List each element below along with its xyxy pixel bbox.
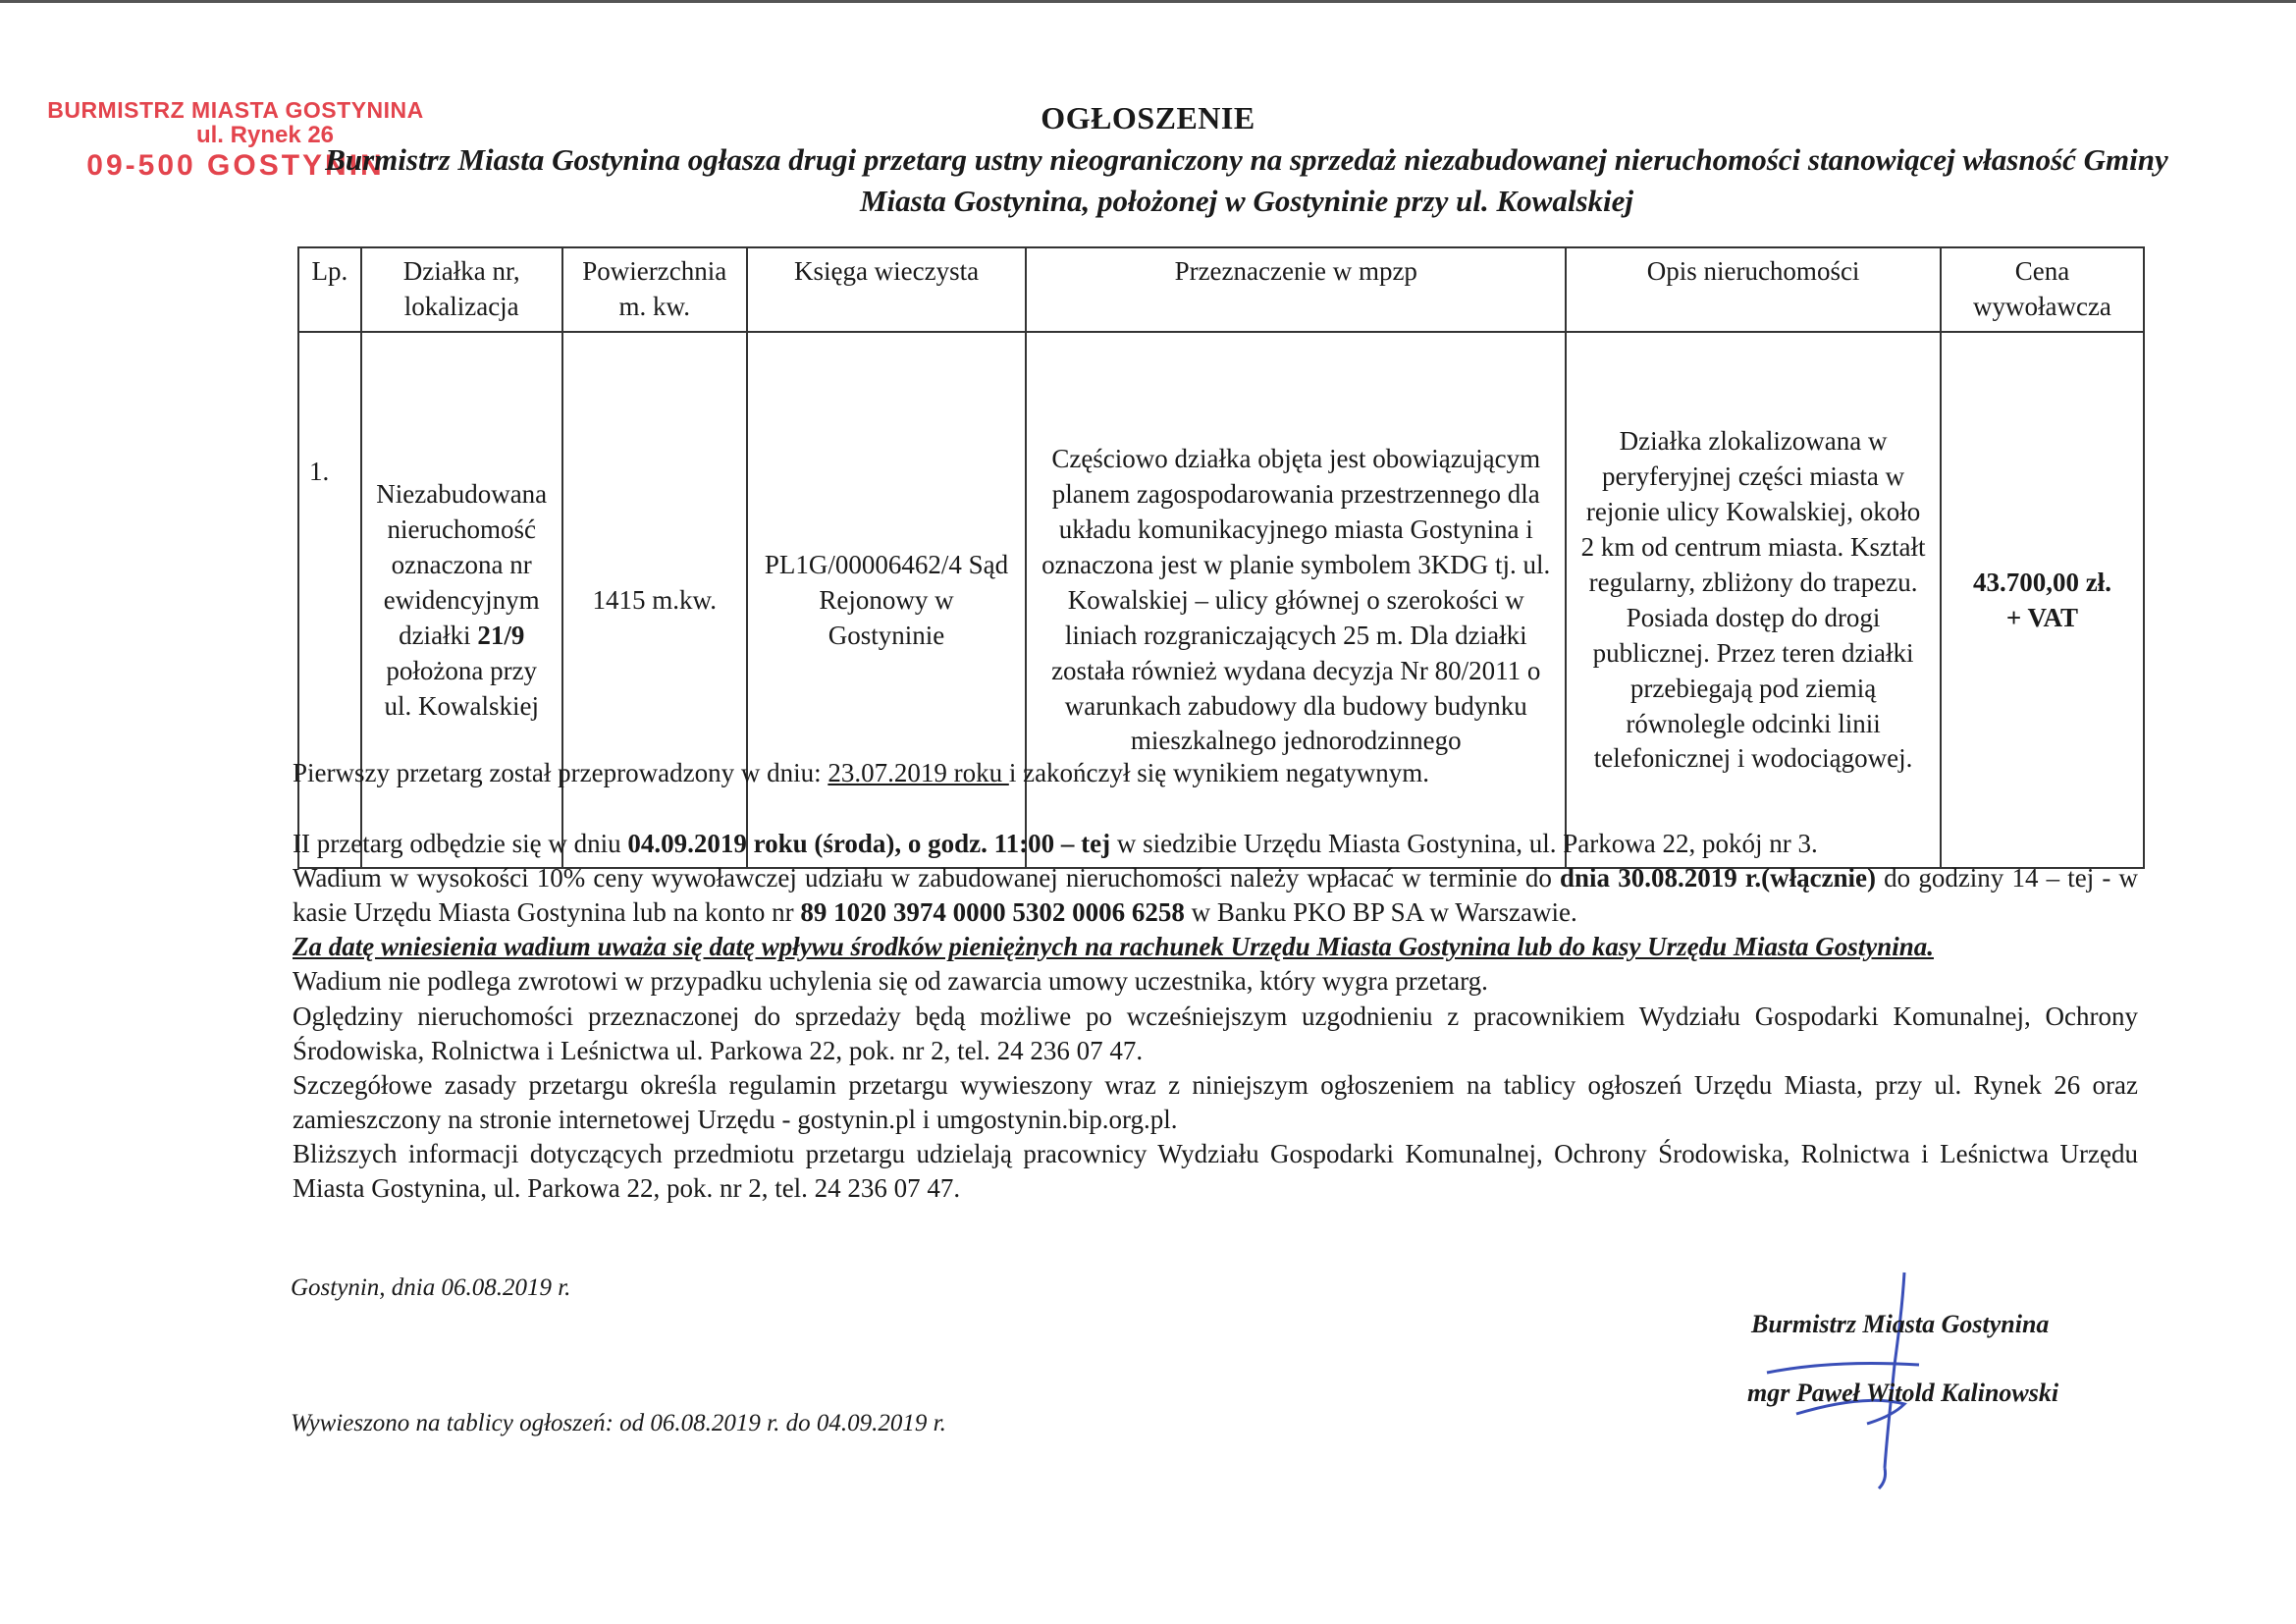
p2-text-a: II przetarg odbędzie się w dniu bbox=[293, 829, 628, 859]
header-ksiega: Księga wieczysta bbox=[747, 247, 1026, 332]
issue-date: Gostynin, dnia 06.08.2019 r. bbox=[291, 1274, 571, 1301]
p1-date: 23.07.2019 roku bbox=[828, 758, 1009, 787]
cell-ksiega: PL1G/00006462/4 Sąd Rejonowy w Gostyninie bbox=[747, 332, 1026, 868]
p3-deadline: dnia 30.08.2019 r.(włącznie) bbox=[1560, 863, 1877, 893]
header-cena: Cena wywoławcza bbox=[1941, 247, 2144, 332]
stamp-line-1: BURMISTRZ MIASTA GOSTYNINA bbox=[47, 97, 424, 123]
announcement-body bbox=[293, 756, 2138, 1206]
header-lp: Lp. bbox=[298, 247, 361, 332]
header-przeznaczenie: Przeznaczenie w mpzp bbox=[1026, 247, 1566, 332]
cena-line-1: 43.700,00 zł. bbox=[1972, 567, 2111, 597]
cell-lp: 1. bbox=[298, 332, 361, 868]
paragraph-contact: Bliższych informacji dotyczących przedmiotu przetargu udzielają pracownicy Wydziału Gospodarki Komunalnej, Ochrony Środowiska, Rolnictwa i Leśnictwa Urzędu Miasta Gostynina, ul. Parkowa 22, pok. nr 2, tel. 24 236 07 47. bbox=[293, 1138, 2138, 1204]
cena-line-2: + VAT bbox=[2005, 602, 2079, 632]
top-border-line bbox=[0, 0, 2296, 3]
paragraph-inspection: Oględziny nieruchomości przeznaczonej do sprzedaży będą możliwe po wcześniejszym uzgodnieniu z pracownikiem Wydziału Gospodarki Komunalnej, Ochrony Środowiska, Rolnictwa i Leśnictwa ul. Parkowa 22, pok. nr 2, tel. 24 236 07 47. bbox=[293, 1001, 2138, 1065]
stamp-line-2: ul. Rynek 26 bbox=[195, 122, 335, 149]
p1-text-a: Pierwszy przetarg został przeprowadzony w dniu: bbox=[293, 758, 828, 787]
header-dzialka: Działka nr, lokalizacja bbox=[361, 247, 562, 332]
paragraph-first-tender bbox=[293, 756, 2138, 790]
signature-name: mgr Paweł Witold Kalinowski bbox=[1747, 1379, 2059, 1407]
p2-date-time: 04.09.2019 roku (środa), o godz. 11:00 – tej bbox=[627, 829, 1111, 859]
p3-account-number: 89 1020 3974 0000 5302 0006 6258 bbox=[800, 897, 1185, 928]
cell-powierzchnia: 1415 m.kw. bbox=[562, 332, 747, 868]
cell-przeznaczenie: Częściowo działka objęta jest obowiązującym planem zagospodarowania przestrzennego dla układu komunikacyjnego miasta Gostynina i oznaczona jest w planie symbolem 3KDG tj. ul. Kowalskiej – ulicy głównej o szerokości w liniach rozgraniczających 25 m. Dla działki została również wydana decyzja Nr 80/2011 o warunkach zabudowy dla budowy budynku mieszkalnego jednorodzinnego bbox=[1026, 332, 1566, 868]
paragraph-deposit bbox=[293, 861, 2138, 930]
paragraph-rules: Szczegółowe zasady przetargu określa regulamin przetargu wywieszony wraz z niniejszym ogłoszeniem na tablicy ogłoszeń Urzędu Miasta, przy ul. Rynek 26 oraz zamieszczony na stronie internetowej Urzędu - gostynin.pl i umgostynin.bip.org.pl. bbox=[293, 1069, 2138, 1134]
stamp-line-3: 09-500 GOSTYNIN bbox=[86, 148, 385, 182]
posting-period: Wywieszono na tablicy ogłoszeń: od 06.08.2019 r. do 04.09.2019 r. bbox=[291, 1410, 946, 1436]
p3-text-c: w Banku PKO BP SA w Warszawie. bbox=[1184, 897, 1577, 928]
paragraph-deposit-date-rule: Za datę wniesienia wadium uważa się datę wpływu środków pieniężnych na rachunek Urzędu Miasta Gostynina lub do kasy Urzędu Miasta Gostynina. bbox=[293, 932, 1934, 962]
p3-text-a: Wadium w wysokości 10% ceny wywoławczej udziału w zabudowanej nieruchomości należy wpłacać w terminie do bbox=[293, 863, 1561, 893]
dzialka-text-b: położona przy ul. Kowalskiej bbox=[384, 655, 539, 721]
table-header-row bbox=[298, 247, 2144, 332]
paragraph-gap bbox=[293, 790, 2138, 827]
p2-text-b: w siedzibie Urzędu Miasta Gostynina, ul. Parkowa 22, pokój nr 3. bbox=[1110, 829, 1818, 859]
paragraph-deposit-refund: Wadium nie podlega zwrotowi w przypadku uchylenia się od zawarcia umowy uczestnika, który wygra przetarg. bbox=[293, 966, 1488, 997]
document-title: OGŁOSZENIE bbox=[1041, 100, 1255, 135]
document-subtitle: Burmistrz Miasta Gostynina ogłasza drugi przetarg ustny nieograniczony na sprzedaż niezabudowanej nieruchomości stanowiącej własność Gminy Miasta Gostynina, położonej w Gostyninie przy ul. Kowalskiej bbox=[325, 142, 2168, 218]
dzialka-number: 21/9 bbox=[477, 620, 525, 650]
header-opis: Opis nieruchomości bbox=[1566, 247, 1941, 332]
p1-text-b: i zakończył się wynikiem negatywnym. bbox=[1008, 758, 1429, 787]
signature-role: Burmistrz Miasta Gostynina bbox=[1751, 1310, 2050, 1338]
p3-text-b: do godziny 14 – tej - w kasie Urzędu Miasta Gostynina lub na konto nr bbox=[293, 863, 2138, 928]
header-powierzchnia: Powierzchnia m. kw. bbox=[562, 247, 747, 332]
dzialka-text-a: Niezabudowana nieruchomość oznaczona nr ewidencyjnym działki bbox=[376, 479, 548, 650]
cell-opis: Działka zlokalizowana w peryferyjnej części miasta w rejonie ulicy Kowalskiej, około 2 km od centrum miasta. Kształt regularny, zbliżony do trapezu. Posiada dostęp do drogi publicznej. Przez teren działki przebiegają pod ziemią równolegle odcinki linii telefonicznej i wodociągowej. bbox=[1566, 332, 1941, 868]
paragraph-second-tender bbox=[293, 827, 2138, 861]
